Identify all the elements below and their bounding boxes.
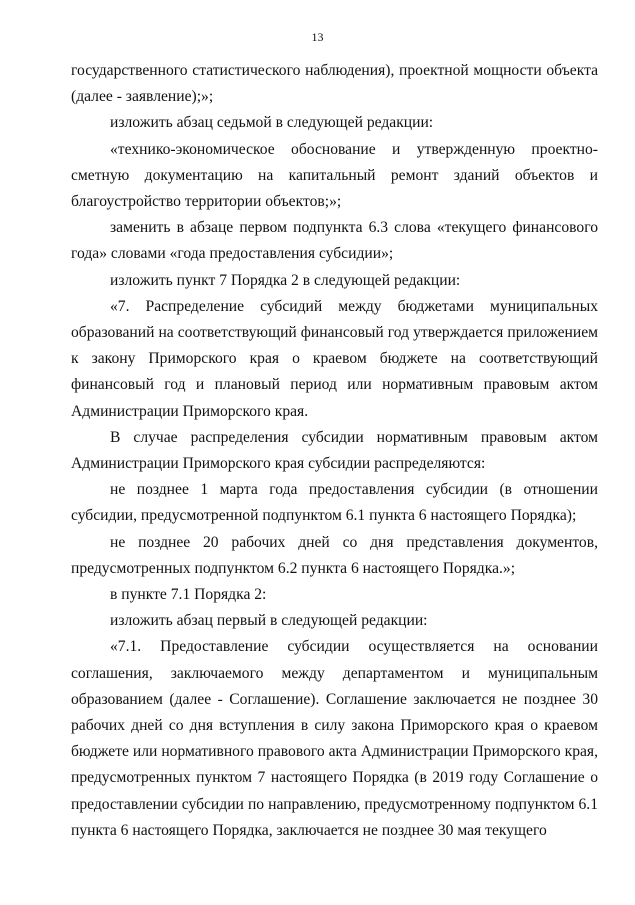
paragraph: государственного статистического наблюдения), проектной мощности объекта (далее - заявление);»; bbox=[71, 62, 598, 106]
document-body bbox=[71, 58, 598, 844]
paragraph: не позднее 20 рабочих дней со дня представления документов, предусмотренных подпунктом 6.2 пункта 6 настоящего Порядка.»; bbox=[71, 533, 598, 577]
paragraph: изложить абзац седьмой в следующей редакции: bbox=[110, 114, 434, 132]
paragraph: заменить в абзаце первом подпункта 6.3 слова «текущего финансового года» словами «года предоставления субсидии»; bbox=[71, 219, 598, 263]
paragraph: «7.1. Предоставление субсидии осуществляется на основании соглашения, заключаемого между департаментом и муниципальным образованием (далее - Соглашение). Соглашение заключается не позднее 30 рабочих дней со дня вступления в силу закона Приморского края о краевом бюджете или нормативного правового акта Администрации Приморского края, предусмотренных пунктом 7 настоящего Порядка (в 2019 году Соглашение о предоставлении субсидии по направлению, предусмотренному подпунктом 6.1 пункта 6 настоящего Порядка, заключается не позднее 30 мая текущего bbox=[71, 638, 598, 839]
paragraph: не позднее 1 марта года предоставления субсидии (в отношении субсидии, предусмотренной подпунктом 6.1 пункта 6 настоящего Порядка); bbox=[71, 481, 598, 525]
paragraph: «технико-экономическое обоснование и утвержденную проектно-сметную документацию на капитальный ремонт зданий объектов и благоустройство территории объектов;»; bbox=[71, 140, 598, 211]
paragraph: «7. Распределение субсидий между бюджетами муниципальных образований на соответствующий финансовый год утверждается приложением к закону Приморского края о краевом бюджете на соответствующий финансовый год и плановый период или нормативным правовым актом Администрации Приморского края. bbox=[71, 297, 598, 420]
paragraph: в пункте 7.1 Порядка 2: bbox=[110, 586, 267, 604]
page-number: 13 bbox=[311, 30, 324, 44]
paragraph: изложить абзац первый в следующей редакции: bbox=[110, 612, 428, 630]
paragraph: В случае распределения субсидии нормативным правовым актом Администрации Приморского края субсидии распределяются: bbox=[71, 428, 598, 473]
paragraph: изложить пункт 7 Порядка 2 в следующей редакции: bbox=[110, 271, 461, 289]
